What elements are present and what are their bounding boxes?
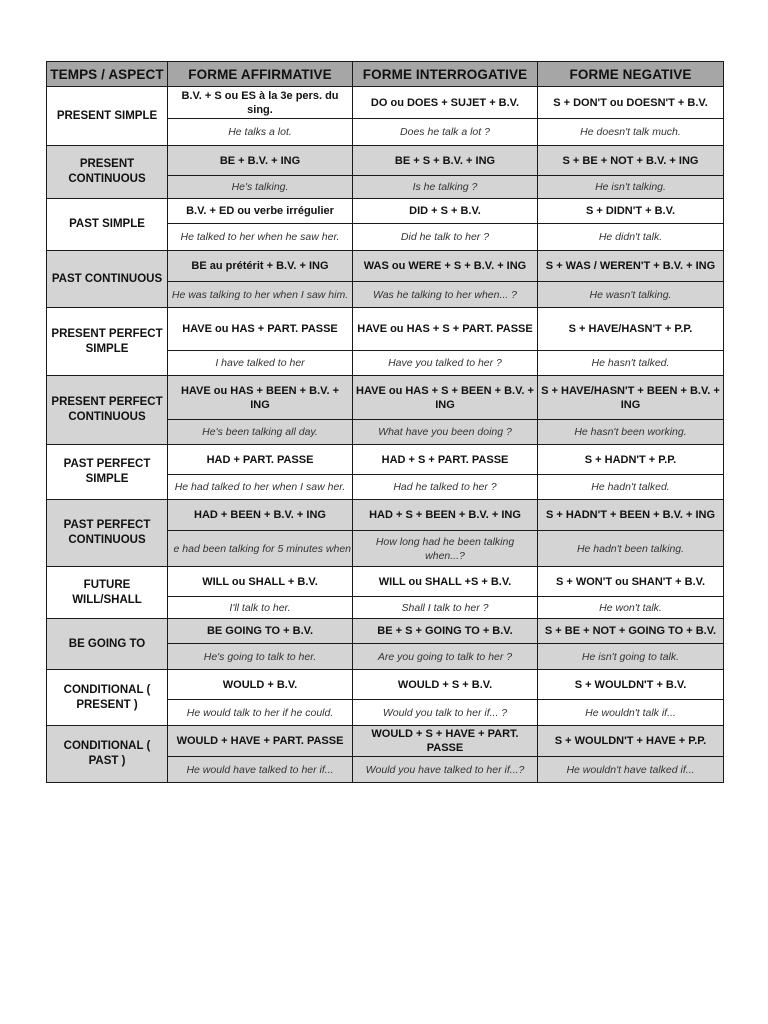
affirmative-form: HAVE ou HAS + BEEN + B.V. + ING xyxy=(168,376,353,420)
tense-label xyxy=(47,376,168,445)
interrogative-form: WILL ou SHALL +S + B.V. xyxy=(353,567,538,597)
affirmative-form: HAVE ou HAS + PART. PASSE xyxy=(168,308,353,351)
interrogative-example: Would you talk to her if... ? xyxy=(353,700,538,726)
tense-text: FUTURE WILL/SHALL xyxy=(72,578,142,606)
negative-example: He hadn't talked. xyxy=(538,475,724,500)
header-tense: TEMPS / ASPECT xyxy=(47,62,168,87)
negative-example: He wouldn't talk if... xyxy=(538,700,724,726)
affirmative-form: BE GOING TO + B.V. xyxy=(168,619,353,644)
form-row xyxy=(47,251,724,282)
header-row xyxy=(47,62,724,87)
header-negative: FORME NEGATIVE xyxy=(538,62,724,87)
negative-example: He wouldn't have talked if... xyxy=(538,757,724,783)
negative-form: S + BE + NOT + B.V. + ING xyxy=(538,146,724,176)
form-row xyxy=(47,146,724,176)
negative-form: S + WON'T ou SHAN'T + B.V. xyxy=(538,567,724,597)
negative-form: S + HADN'T + P.P. xyxy=(538,445,724,475)
negative-form: S + WAS / WEREN'T + B.V. + ING xyxy=(538,251,724,282)
interrogative-form: BE + S + GOING TO + B.V. xyxy=(353,619,538,644)
affirmative-example: He had talked to her when I saw her. xyxy=(168,475,353,500)
negative-example: He isn't going to talk. xyxy=(538,644,724,670)
interrogative-form: HAD + S + BEEN + B.V. + ING xyxy=(353,500,538,531)
affirmative-example: He talked to her when he saw her. xyxy=(168,224,353,251)
form-row xyxy=(47,87,724,119)
negative-form: S + WOULDN'T + HAVE + P.P. xyxy=(538,726,724,757)
affirmative-form: B.V. + ED ou verbe irrégulier xyxy=(168,199,353,224)
tense-label xyxy=(47,308,168,376)
form-row xyxy=(47,376,724,420)
tense-text: PAST SIMPLE xyxy=(69,218,145,230)
interrogative-example: Was he talking to her when... ? xyxy=(353,282,538,308)
negative-example: He won't talk. xyxy=(538,597,724,619)
interrogative-form: HAD + S + PART. PASSE xyxy=(353,445,538,475)
affirmative-form: WOULD + HAVE + PART. PASSE xyxy=(168,726,353,757)
interrogative-form: WOULD + S + B.V. xyxy=(353,670,538,700)
negative-form: S + HADN'T + BEEN + B.V. + ING xyxy=(538,500,724,531)
interrogative-form: DO ou DOES + SUJET + B.V. xyxy=(353,87,538,119)
negative-example: He hasn't been working. xyxy=(538,420,724,445)
form-row xyxy=(47,567,724,597)
negative-form: S + BE + NOT + GOING TO + B.V. xyxy=(538,619,724,644)
form-row xyxy=(47,726,724,757)
negative-form: S + WOULDN'T + B.V. xyxy=(538,670,724,700)
form-row xyxy=(47,445,724,475)
affirmative-example: He talks a lot. xyxy=(168,119,353,146)
affirmative-form: WILL ou SHALL + B.V. xyxy=(168,567,353,597)
tense-label xyxy=(47,567,168,619)
affirmative-example: I have talked to her xyxy=(168,351,353,376)
tense-label xyxy=(47,87,168,146)
tense-text: PAST CONTINUOUS xyxy=(51,272,163,285)
tense-text: BE GOING TO xyxy=(68,637,146,650)
interrogative-example: Have you talked to her ? xyxy=(353,351,538,376)
interrogative-example: Are you going to talk to her ? xyxy=(353,644,538,670)
interrogative-example: Is he talking ? xyxy=(353,176,538,199)
affirmative-example: He's been talking all day. xyxy=(168,420,353,445)
negative-example: He wasn't talking. xyxy=(538,282,724,308)
interrogative-form: DID + S + B.V. xyxy=(353,199,538,224)
affirmative-form: BE + B.V. + ING xyxy=(168,146,353,176)
tense-text: PAST PERFECT SIMPLE xyxy=(63,458,151,485)
affirmative-form: BE au prétérit + B.V. + ING xyxy=(168,251,353,282)
interrogative-form: WOULD + S + HAVE + PART. PASSE xyxy=(353,726,538,757)
form-row xyxy=(47,199,724,224)
interrogative-form: HAVE ou HAS + S + BEEN + B.V. + ING xyxy=(353,376,538,420)
negative-example: He doesn't talk much. xyxy=(538,119,724,146)
tense-text: PRESENT PERFECT CONTINUOUS xyxy=(51,396,163,423)
affirmative-form: HAD + BEEN + B.V. + ING xyxy=(168,500,353,531)
affirmative-example: I'll talk to her. xyxy=(168,597,353,619)
negative-example: He isn't talking. xyxy=(538,176,724,199)
affirmative-form: HAD + PART. PASSE xyxy=(168,445,353,475)
tense-text: CONDITIONAL ( PAST ) xyxy=(63,740,151,767)
interrogative-example: Did he talk to her ? xyxy=(353,224,538,251)
affirmative-example: e had been talking for 5 minutes when xyxy=(168,531,353,567)
header-interrogative: FORME INTERROGATIVE xyxy=(353,62,538,87)
negative-form: S + DON'T ou DOESN'T + B.V. xyxy=(538,87,724,119)
tense-label xyxy=(47,199,168,251)
interrogative-example: What have you been doing ? xyxy=(353,420,538,445)
tense-text: CONDITIONAL ( PRESENT ) xyxy=(63,683,151,711)
affirmative-example: He would have talked to her if... xyxy=(168,757,353,783)
tense-text: PRESENT PERFECT SIMPLE xyxy=(51,327,163,355)
interrogative-example: Shall I talk to her ? xyxy=(353,597,538,619)
interrogative-form: BE + S + B.V. + ING xyxy=(353,146,538,176)
affirmative-form: B.V. + S ou ES à la 3e pers. du sing. xyxy=(168,87,353,119)
tense-text: PAST PERFECT CONTINUOUS xyxy=(63,519,151,546)
affirmative-example: He's talking. xyxy=(168,176,353,199)
tense-text: PRESENT SIMPLE xyxy=(56,109,158,122)
form-row xyxy=(47,619,724,644)
tense-label xyxy=(47,251,168,308)
tense-label xyxy=(47,146,168,199)
interrogative-example: How long had he been talking when...? xyxy=(353,531,538,567)
affirmative-example: He's going to talk to her. xyxy=(168,644,353,670)
affirmative-form: WOULD + B.V. xyxy=(168,670,353,700)
tense-label xyxy=(47,670,168,726)
tense-label xyxy=(47,500,168,567)
interrogative-example: Had he talked to her ? xyxy=(353,475,538,500)
header-affirmative: FORME AFFIRMATIVE xyxy=(168,62,353,87)
grammar-table xyxy=(46,61,724,783)
negative-form: S + DIDN'T + B.V. xyxy=(538,199,724,224)
form-row xyxy=(47,500,724,531)
negative-form: S + HAVE/HASN'T + BEEN + B.V. + ING xyxy=(538,376,724,420)
form-row xyxy=(47,670,724,700)
form-row xyxy=(47,308,724,351)
negative-example: He didn't talk. xyxy=(538,224,724,251)
interrogative-example: Would you have talked to her if...? xyxy=(353,757,538,783)
negative-example: He hadn't been talking. xyxy=(538,531,724,567)
tense-label xyxy=(47,445,168,500)
affirmative-example: He was talking to her when I saw him. xyxy=(168,282,353,308)
interrogative-form: HAVE ou HAS + S + PART. PASSE xyxy=(353,308,538,351)
negative-form: S + HAVE/HASN'T + P.P. xyxy=(538,308,724,351)
interrogative-form: WAS ou WERE + S + B.V. + ING xyxy=(353,251,538,282)
negative-example: He hasn't talked. xyxy=(538,351,724,376)
tense-label xyxy=(47,619,168,670)
tense-text: PRESENT CONTINUOUS xyxy=(68,158,146,185)
interrogative-example: Does he talk a lot ? xyxy=(353,119,538,146)
tense-label xyxy=(47,726,168,783)
affirmative-example: He would talk to her if he could. xyxy=(168,700,353,726)
